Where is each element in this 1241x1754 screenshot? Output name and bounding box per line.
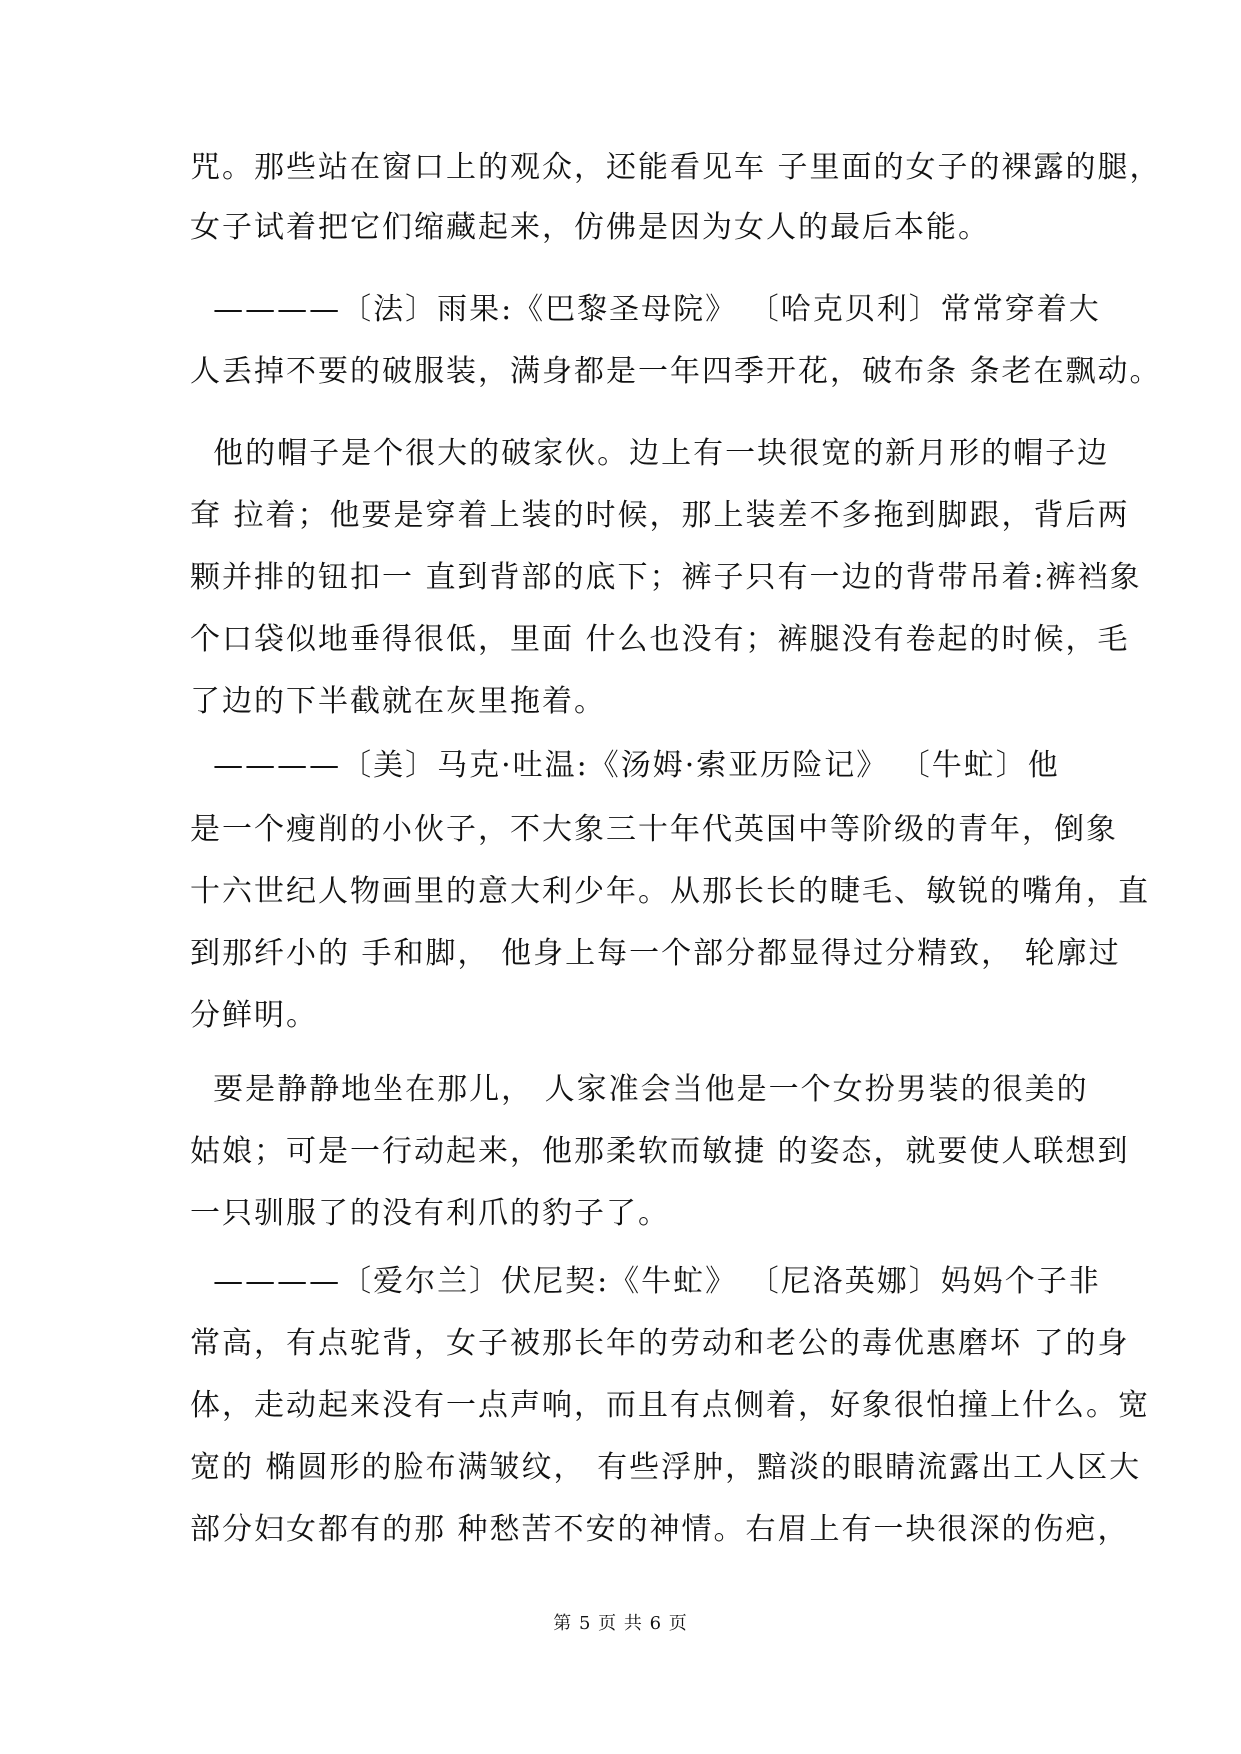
text-line: 了边的下半截就在灰里拖着。 <box>190 684 606 719</box>
text-line: 体，走动起来没有一点声响，而且有点侧着，好象很怕撞上什么。宽 <box>190 1388 1150 1423</box>
text-line: 十六世纪人物画里的意大利少年。从那长长的睫毛、敏锐的嘴角，直 <box>190 874 1150 909</box>
text-line: 颗并排的钮扣一 直到背部的底下；裤子只有一边的背带吊着:裤裆象 <box>190 560 1142 595</box>
text-line: 女子试着把它们缩藏起来，仿佛是因为女人的最后本能。 <box>190 210 990 245</box>
text-line: ————〔法〕雨果:《巴黎圣母院》 〔哈克贝利〕常常穿着大 <box>190 292 1101 327</box>
text-line: 常高，有点驼背，女子被那长年的劳动和老公的毒优惠磨坏 了的身 <box>190 1326 1130 1361</box>
text-line: 是一个瘦削的小伙子，不大象三十年代英国中等阶级的青年，倒象 <box>190 812 1118 847</box>
text-line: 耷 拉着；他要是穿着上装的时候，那上装差不多拖到脚跟，背后两 <box>190 498 1130 533</box>
text-line: 姑娘；可是一行动起来，他那柔软而敏捷 的姿态，就要使人联想到 <box>190 1134 1130 1169</box>
text-line: 咒。那些站在窗口上的观众，还能看见车 子里面的女子的裸露的腿， <box>190 150 1162 185</box>
text-line: 个口袋似地垂得很低，里面 什么也没有；裤腿没有卷起的时候，毛 <box>190 622 1130 657</box>
text-line: 宽的 椭圆形的脸布满皱纹， 有些浮肿，黯淡的眼睛流露出工人区大 <box>190 1450 1142 1485</box>
text-line: ————〔美〕马克·吐温:《汤姆·索亚历险记》 〔牛虻〕他 <box>190 748 1060 783</box>
text-line: 到那纤小的 手和脚， 他身上每一个部分都显得过分精致， 轮廓过 <box>190 936 1121 971</box>
text-line: 分鲜明。 <box>190 998 318 1033</box>
text-line: 一只驯服了的没有利爪的豹子了。 <box>190 1196 670 1231</box>
text-line: 人丢掉不要的破服装，满身都是一年四季开花，破布条 条老在飘动。 <box>190 354 1162 389</box>
text-line: 部分妇女都有的那 种愁苦不安的神情。右眉上有一块很深的伤疤， <box>190 1512 1130 1547</box>
text-line: 他的帽子是个很大的破家伙。边上有一块很宽的新月形的帽子边 <box>190 436 1110 471</box>
text-line: ————〔爱尔兰〕伏尼契:《牛虻》 〔尼洛英娜〕妈妈个子非 <box>190 1264 1101 1299</box>
text-line: 要是静静地坐在那儿， 人家准会当他是一个女扮男装的很美的 <box>190 1072 1089 1107</box>
page-number: 第 5 页 共 6 页 <box>553 1613 688 1634</box>
